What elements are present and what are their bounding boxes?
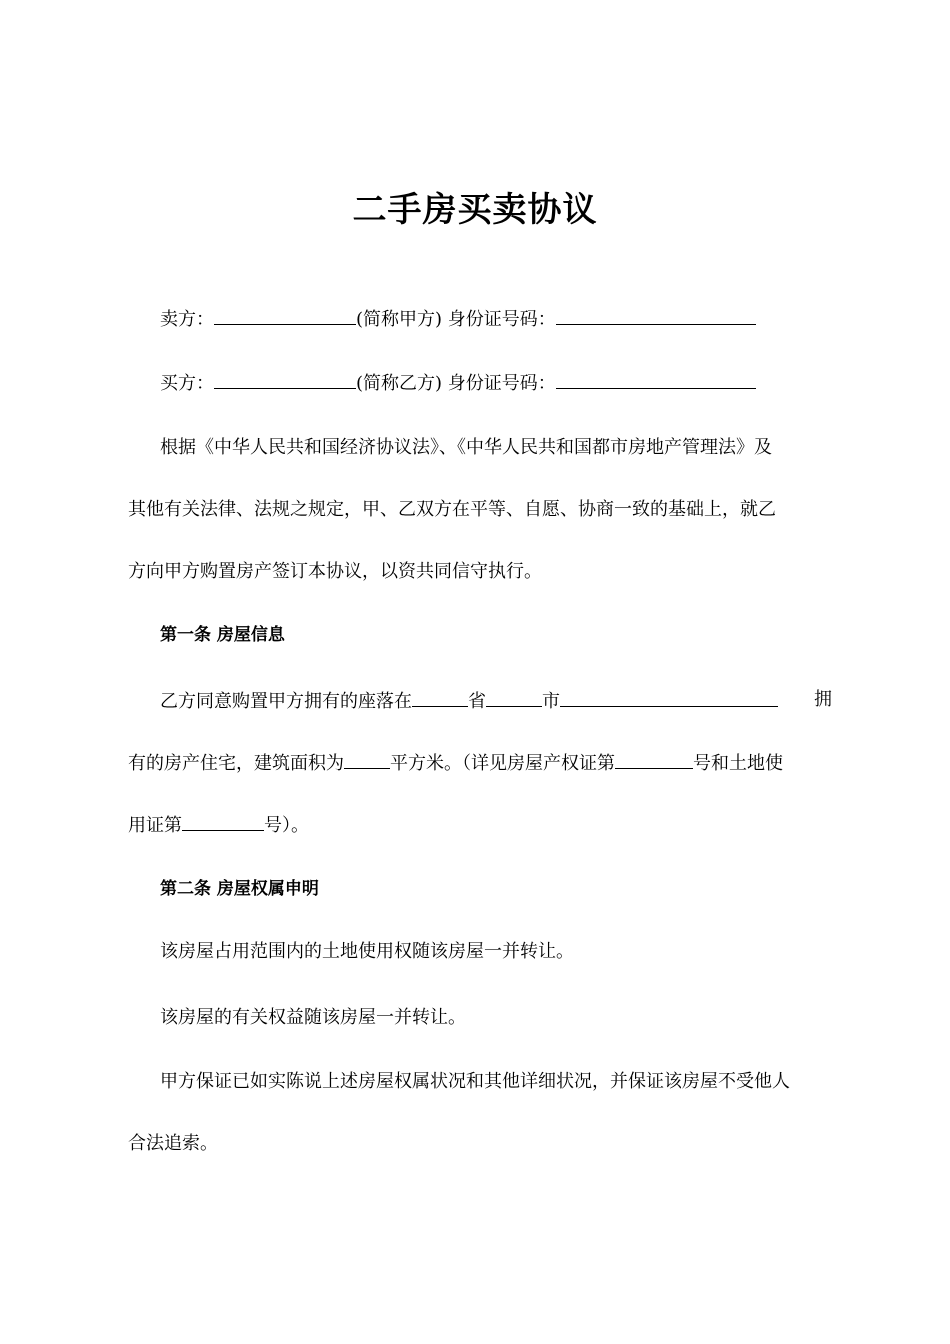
article-2-para-1: 该房屋占用范围内的土地使用权随该房屋一并转让。: [160, 941, 574, 962]
seller-line: [160, 306, 832, 332]
seller-id-blank: [556, 306, 756, 325]
article-1-text-end: 号）。: [264, 815, 309, 836]
article-2-para-2: 该房屋的有关权益随该房屋一并转让。: [160, 1007, 466, 1028]
article-1-heading: 第一条 房屋信息: [160, 625, 285, 645]
article-1-text-area: 有的房产住宅，建筑面积为: [128, 753, 344, 774]
article-1-line-2: [128, 750, 832, 776]
city-blank: [486, 688, 542, 707]
area-blank: [344, 750, 390, 769]
seller-id-label: 身份证号码：: [447, 309, 556, 330]
address-blank: [560, 688, 778, 707]
province-blank: [412, 688, 468, 707]
property-cert-blank: [615, 750, 693, 769]
article-1-text-cert: 平方米。（详见房屋产权证第: [390, 753, 615, 774]
article-1-text-d: 拥: [814, 689, 832, 710]
buyer-label: 买方：: [160, 373, 214, 394]
buyer-alias: (简称乙方): [356, 373, 443, 394]
buyer-line: [160, 370, 832, 396]
document-title: 二手房买卖协议: [352, 190, 598, 230]
seller-name-blank: [214, 306, 356, 325]
article-1-text-a: 乙方同意购置甲方拥有的座落在: [160, 691, 412, 712]
article-2-para-3-line-2: 合法追索。: [128, 1133, 218, 1154]
article-1-line-1: [160, 688, 832, 714]
land-cert-blank: [182, 812, 264, 831]
article-1-province: 省: [468, 691, 486, 712]
article-1-city: 市: [542, 691, 560, 712]
article-2-heading: 第二条 房屋权属申明: [160, 879, 319, 899]
seller-label: 卖方：: [160, 309, 214, 330]
intro-line-2: 其他有关法律、法规之规定，甲、乙双方在平等、自愿、协商一致的基础上，就乙: [128, 499, 776, 520]
buyer-id-blank: [556, 370, 756, 389]
article-1-text-use: 用证第: [128, 815, 182, 836]
intro-line-1: 根据《中华人民共和国经济协议法》、《中华人民共和国都市房地产管理法》及: [160, 437, 772, 458]
buyer-id-label: 身份证号码：: [447, 373, 556, 394]
article-1-line-3: [128, 812, 832, 838]
seller-alias: (简称甲方): [356, 309, 443, 330]
article-1-text-land: 号和土地使: [693, 753, 783, 774]
buyer-name-blank: [214, 370, 356, 389]
article-2-para-3-line-1: 甲方保证已如实陈说上述房屋权属状况和其他详细状况，并保证该房屋不受他人: [160, 1071, 790, 1092]
intro-line-3: 方向甲方购置房产签订本协议，以资共同信守执行。: [128, 561, 542, 582]
